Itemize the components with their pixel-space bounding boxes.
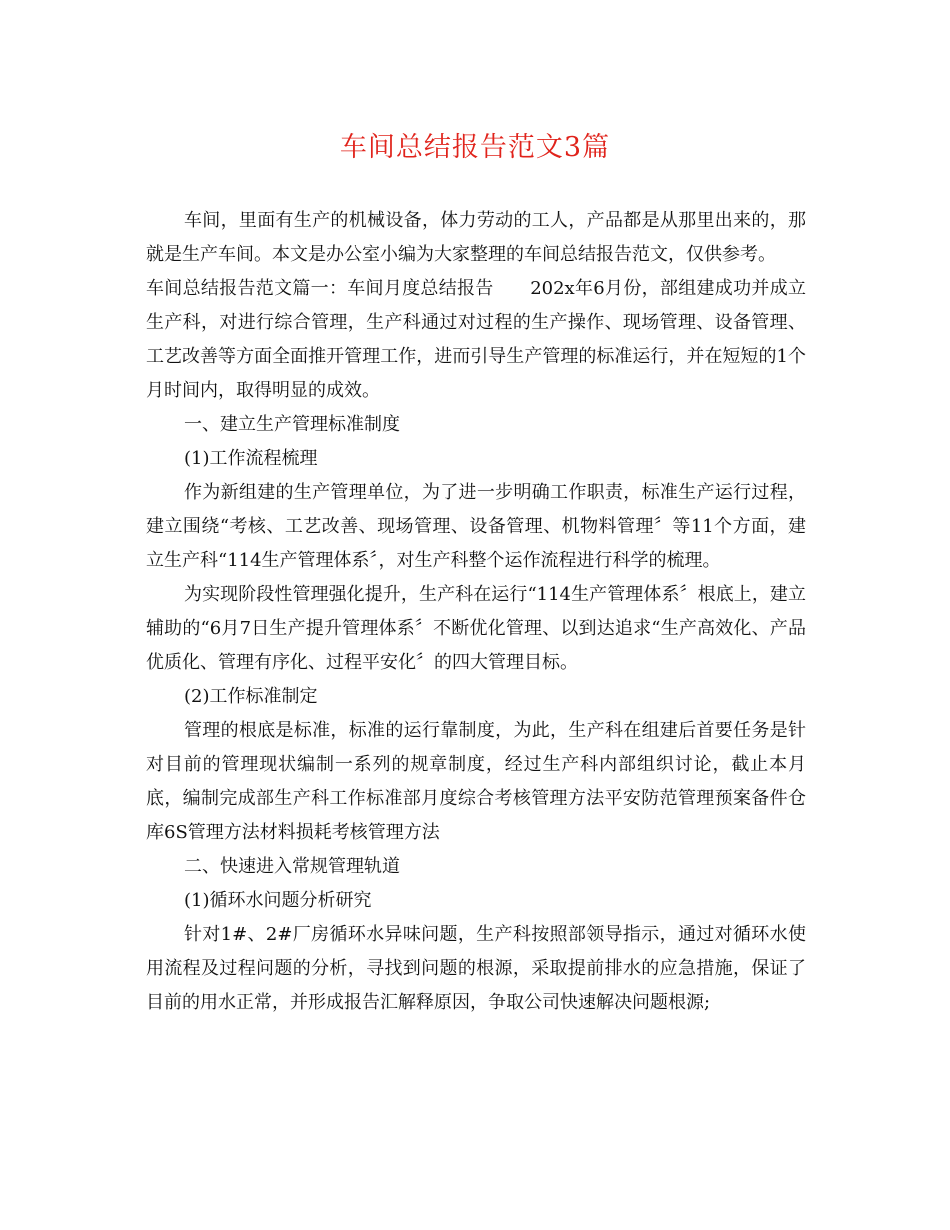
subheading-1-2: (2)工作标准制定 <box>184 686 318 707</box>
paragraph-article-one: 车间总结报告范文篇一：车间月度总结报告 202x年6月份，部组建成功并成立生产科，对进行综合管理，生产科通过对过程的生产操作、现场管理、设备管理、工艺改善等方面全面推开管理工作，进而引导生产管理的标准运行，并在短短的1个月时间内，取得明显的成效。 <box>146 278 806 401</box>
paragraph-improvement: 为实现阶段性管理强化提升，生产科在运行“114生产管理体系〞根底上，建立辅助的“6月7日生产提升管理体系〞不断优化管理、以到达追求“生产高效化、产品优质化、管理有序化、过程平安化〞的四大管理目标。 <box>146 584 806 673</box>
section-heading-2: 二、快速进入常规管理轨道 <box>184 856 400 877</box>
document-title: 车间总结报告范文3篇 <box>339 132 611 163</box>
document-body <box>146 204 806 1020</box>
paragraph-standards: 管理的根底是标准，标准的运行靠制度，为此，生产科在组建后首要任务是针对目前的管理现状编制一系列的规章制度，经过生产科内部组织讨论，截止本月底，编制完成部生产科工作标准部月度综合考核管理方法平安防范管理预案备件仓库6S管理方法材料损耗考核管理方法 <box>146 720 806 843</box>
paragraph-water: 针对1#、2#厂房循环水异味问题，生产科按照部领导指示，通过对循环水使用流程及过程问题的分析，寻找到问题的根源，采取提前排水的应急措施，保证了目前的用水正常，并形成报告汇解释原因，争取公司快速解决问题根源; <box>146 924 806 1013</box>
paragraph-intro: 车间，里面有生产的机械设备，体力劳动的工人，产品都是从那里出来的，那就是生产车间。本文是办公室小编为大家整理的车间总结报告范文，仅供参考。 <box>146 210 806 265</box>
subheading-1-1: (1)工作流程梳理 <box>184 448 318 469</box>
section-heading-1: 一、建立生产管理标准制度 <box>184 414 400 435</box>
subheading-2-1: (1)循环水问题分析研究 <box>184 890 372 911</box>
paragraph-workflow: 作为新组建的生产管理单位，为了进一步明确工作职责，标准生产运行过程，建立围绕“考核、工艺改善、现场管理、设备管理、机物料管理〞等11个方面，建立生产科“114生产管理体系〞，对生产科整个运作流程进行科学的梳理。 <box>146 482 806 571</box>
